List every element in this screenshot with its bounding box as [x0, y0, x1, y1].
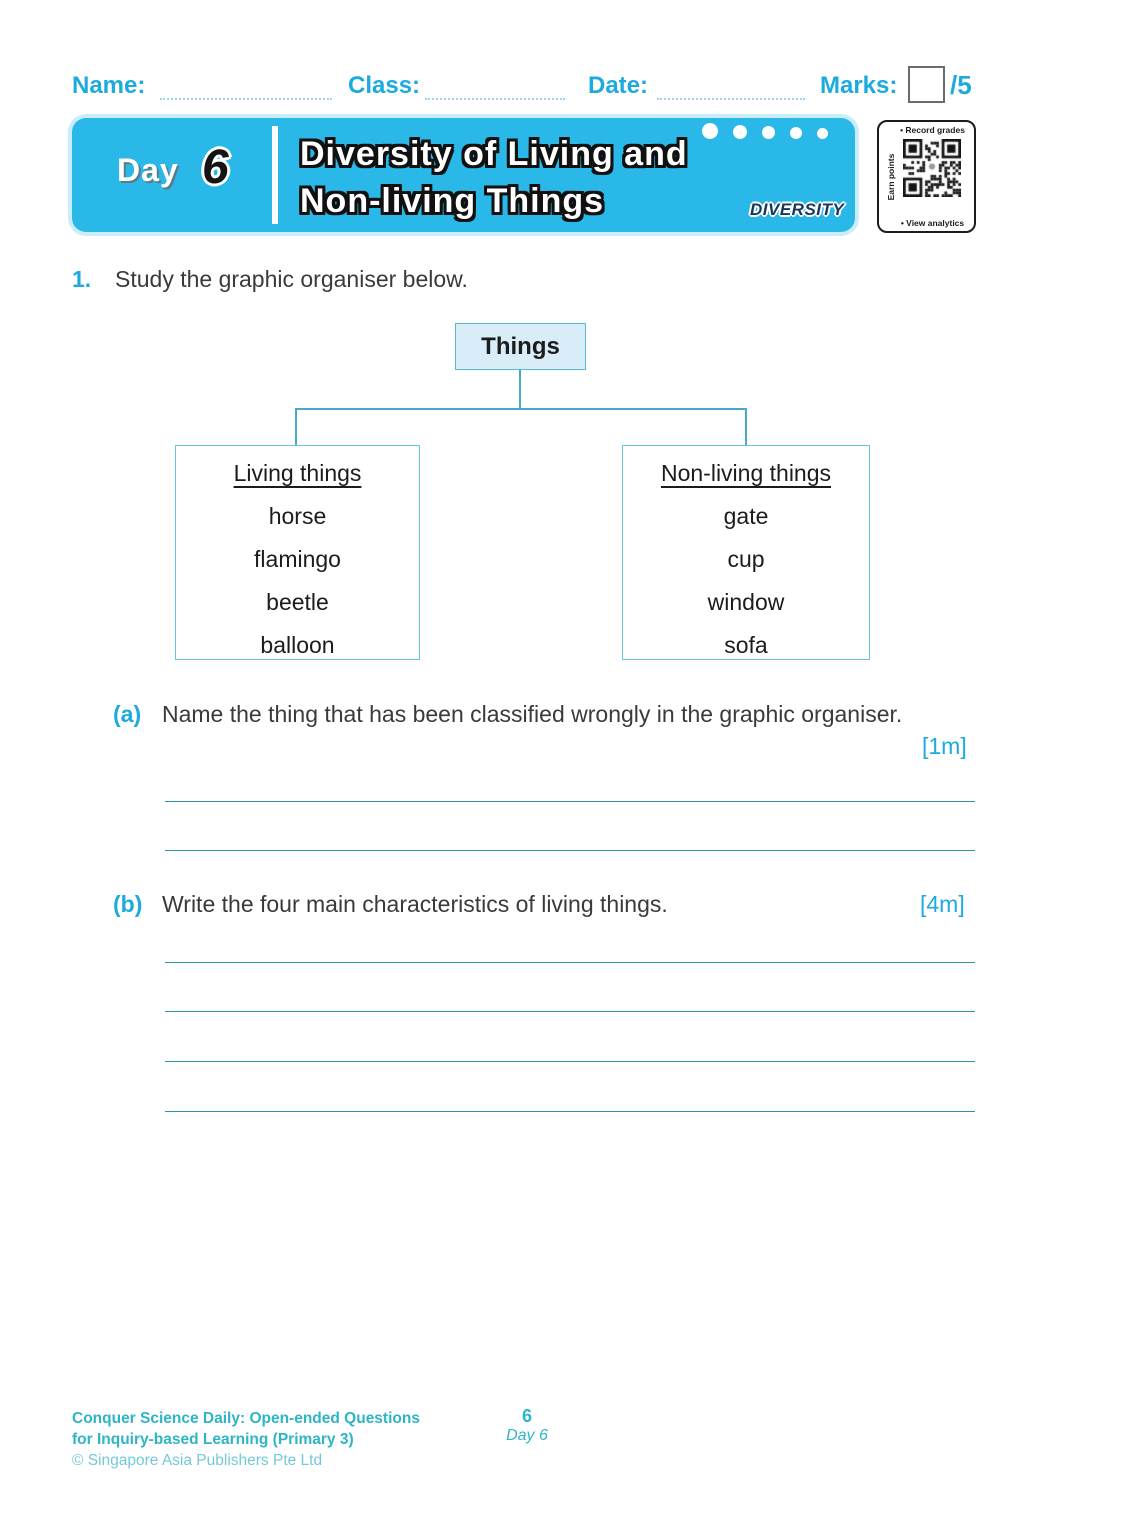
non-living-things-box	[622, 445, 870, 660]
tree-connector	[295, 408, 746, 410]
dot-icon	[702, 123, 718, 139]
footer-page-info	[480, 1406, 574, 1445]
dot-icon	[790, 127, 802, 139]
tree-connector	[745, 408, 747, 445]
day-word: Day	[117, 152, 179, 188]
class-label: Class:	[348, 72, 421, 99]
class-input-line	[425, 74, 565, 100]
date-field-label	[588, 72, 648, 100]
answer-line	[165, 768, 975, 802]
footer-copyright: © Singapore Asia Publishers Pte Ltd	[72, 1452, 323, 1469]
qr-left-label: Earn points	[886, 153, 896, 201]
answer-line	[165, 817, 975, 851]
date-input-line	[657, 74, 805, 100]
answer-line	[165, 1028, 975, 1062]
list-item: horse	[268, 503, 327, 529]
day-banner	[72, 118, 855, 232]
footer-series-line2: for Inquiry-based Learning (Primary 3)	[72, 1431, 354, 1448]
qr-panel[interactable]	[877, 120, 976, 233]
banner-title-line1: Diversity of Living and	[300, 135, 688, 173]
name-input-line	[160, 74, 332, 100]
name-label: Name:	[72, 72, 146, 99]
list-item: sofa	[724, 632, 768, 658]
part-b-text: Write the four main characteristics of living things.	[162, 891, 668, 917]
date-label: Date:	[588, 72, 649, 99]
list-item: window	[707, 589, 785, 615]
name-field-label	[72, 72, 145, 100]
living-things-title: Living things	[233, 460, 362, 486]
dot-icon	[733, 125, 747, 139]
footer-series-line1: Conquer Science Daily: Open-ended Questions	[72, 1410, 420, 1427]
footer-credits	[72, 1408, 420, 1471]
banner-divider	[272, 126, 278, 224]
marks-field-label	[820, 72, 897, 100]
question-number: 1.	[72, 266, 92, 292]
non-living-things-title: Non-living things	[660, 460, 832, 486]
tree-connector	[295, 408, 297, 445]
question-text: Study the graphic organiser below.	[115, 266, 468, 292]
part-b-marks: [4m]	[920, 891, 965, 917]
part-a-label: (a)	[113, 701, 142, 727]
day-number: 6	[202, 141, 229, 194]
organiser-root-label: Things	[481, 332, 560, 360]
footer-page-number: 6	[521, 1406, 532, 1426]
marks-score-box	[908, 66, 945, 103]
answer-line	[165, 929, 975, 963]
list-item: gate	[723, 503, 769, 529]
dot-icon	[817, 128, 828, 139]
tree-connector	[519, 370, 521, 408]
part-a-text: Name the thing that has been classified wrongly in the graphic organiser.	[162, 701, 903, 727]
list-item: flamingo	[254, 546, 341, 572]
banner-title-line2: Non-living Things	[300, 182, 605, 220]
living-things-box	[175, 445, 420, 660]
list-item: beetle	[266, 589, 329, 615]
footer-page-day: Day 6	[506, 1427, 548, 1444]
class-field-label	[348, 72, 420, 100]
organiser-root-box	[455, 323, 586, 370]
part-b-label: (b)	[113, 891, 143, 917]
marks-label: Marks:	[820, 72, 898, 99]
qr-code[interactable]	[903, 139, 961, 197]
topic-badge: DIVERSITY	[750, 200, 845, 219]
banner-dots	[702, 123, 842, 144]
dot-icon	[762, 126, 775, 139]
qr-bottom-label: • View analytics	[900, 218, 965, 228]
list-item: cup	[727, 546, 765, 572]
answer-line	[165, 1078, 975, 1112]
answer-line	[165, 978, 975, 1012]
part-a-marks: [1m]	[922, 733, 967, 759]
list-item: balloon	[260, 632, 335, 658]
qr-top-label: • Record grades	[900, 125, 965, 135]
marks-total: /5	[950, 70, 972, 100]
